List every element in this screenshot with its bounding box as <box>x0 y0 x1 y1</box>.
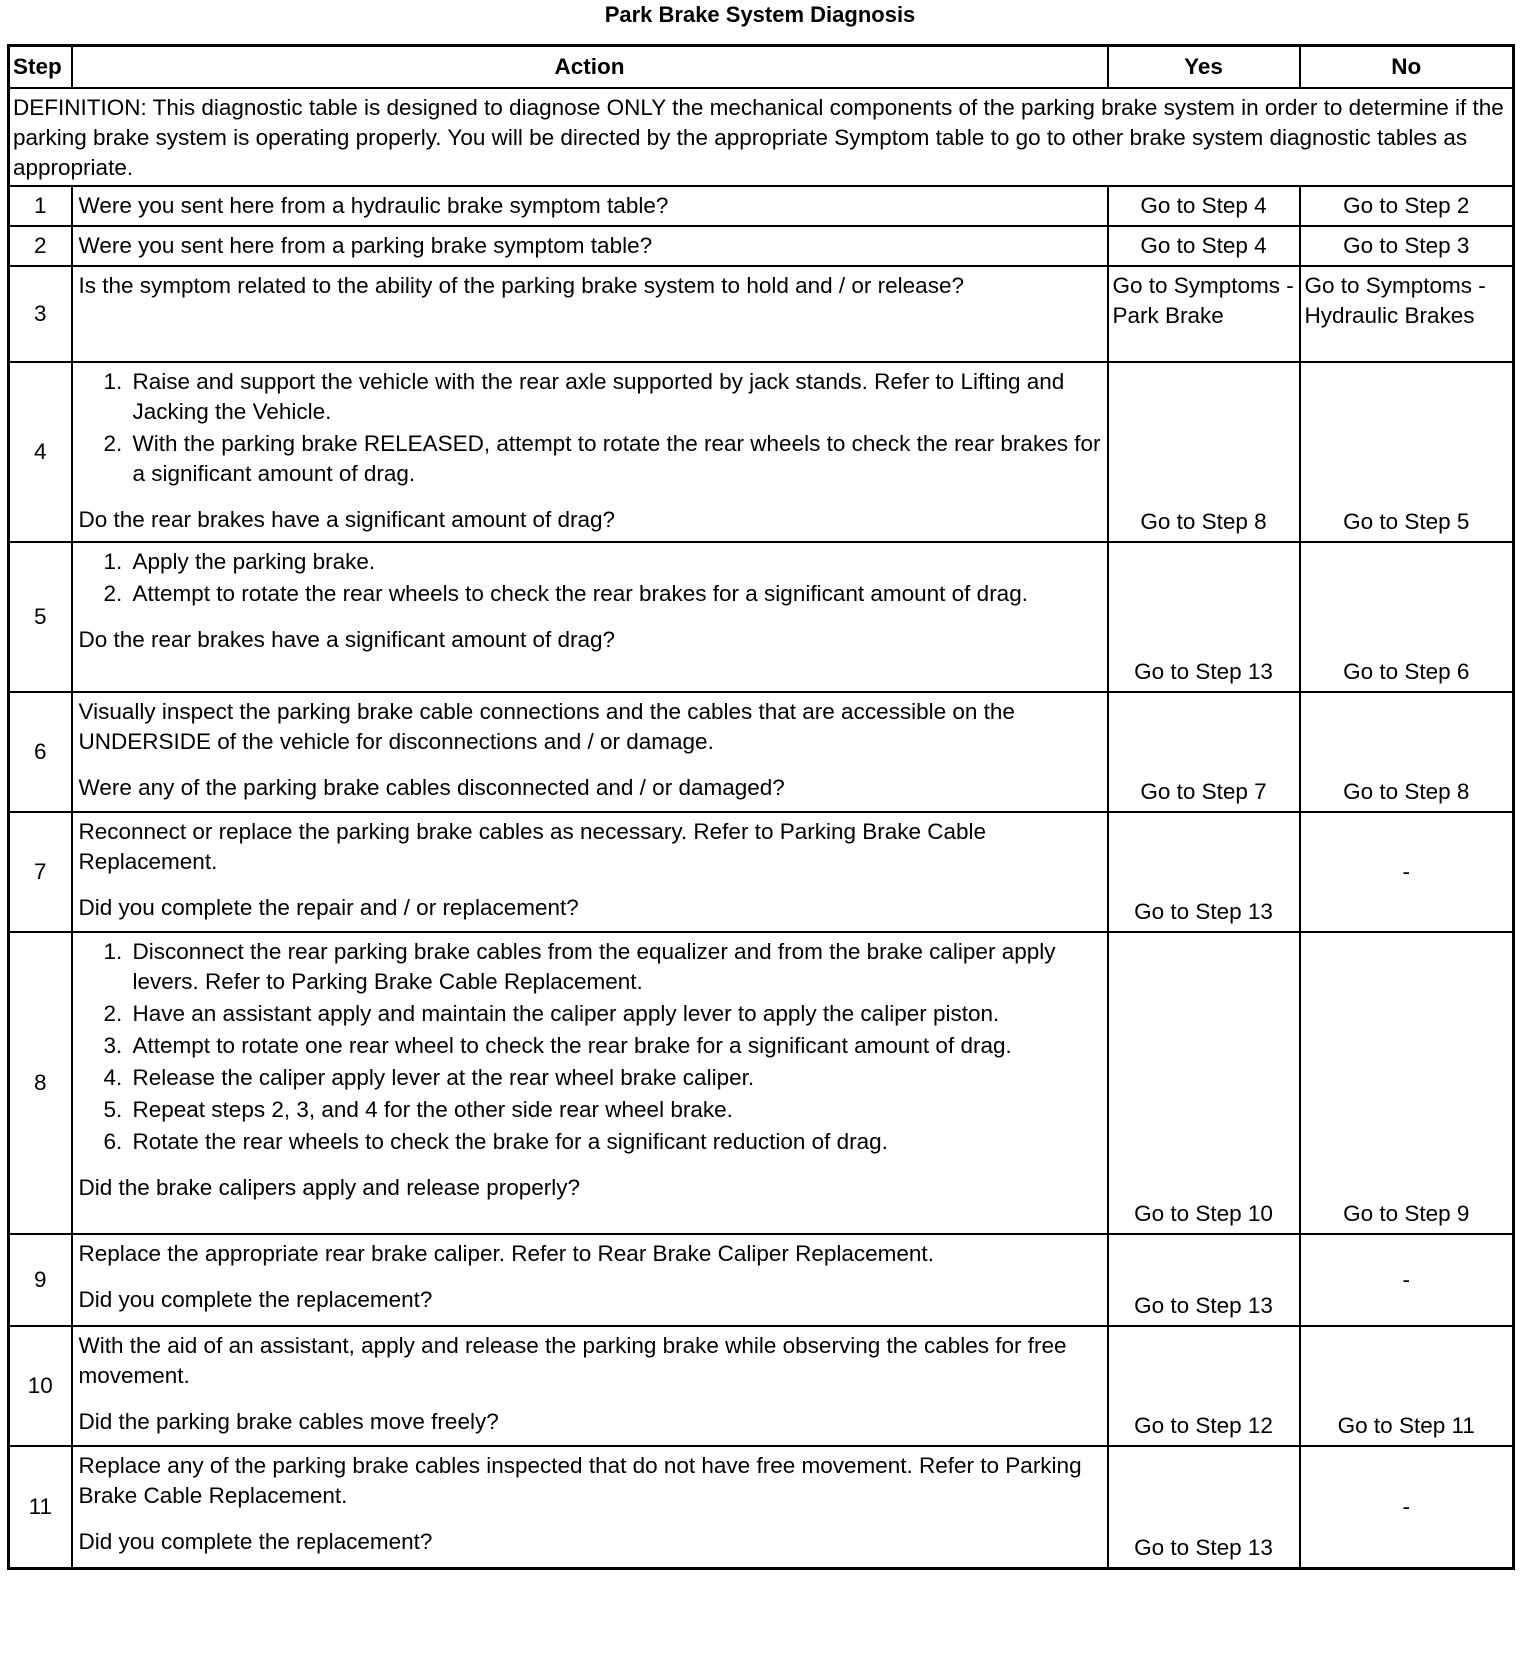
action-text: Is the symptom related to the ability of the parking brake system to hold and / or release? <box>72 266 1108 362</box>
list-item: 6. Rotate the rear wheels to check the brake for a significant reduction of drag. <box>129 1127 1101 1157</box>
yes-link[interactable]: Go to Step 7 <box>1108 692 1300 812</box>
no-value: - <box>1300 1234 1514 1326</box>
action-text: Were you sent here from a parking brake symptom table? <box>72 226 1108 266</box>
action-cell <box>72 1234 1108 1326</box>
question-text: Did the brake calipers apply and release properly? <box>78 1175 581 1200</box>
list-item: 2. Attempt to rotate the rear wheels to check the rear brakes for a significant amount of drag. <box>129 579 1101 609</box>
step-number: 4 <box>9 362 72 542</box>
page-title: Park Brake System Diagnosis <box>604 2 916 27</box>
table-row <box>9 1326 1514 1446</box>
yes-link[interactable]: Go to Step 13 <box>1108 542 1300 692</box>
list-item: 2. With the parking brake RELEASED, attempt to rotate the rear wheels to check the rear brakes for a significant amount of drag. <box>129 429 1101 489</box>
table-row <box>9 1446 1514 1568</box>
table-row <box>9 542 1514 692</box>
no-link[interactable]: Go to Step 5 <box>1300 362 1514 542</box>
diagnosis-table <box>7 44 1515 1570</box>
definition-text: DEFINITION: This diagnostic table is designed to diagnose ONLY the mechanical components of the parking brake system in order to determine if the parking brake system is operating properly. You will be directed by the appropriate Symptom table to go to other brake system diagnostic tables as appropriate. <box>9 88 1514 186</box>
no-link[interactable]: Go to Step 8 <box>1300 692 1514 812</box>
action-cell <box>72 1326 1108 1446</box>
list-item: 1. Apply the parking brake. <box>129 547 1101 577</box>
yes-link[interactable]: Go to Symptoms - Park Brake <box>1108 266 1300 362</box>
yes-link[interactable]: Go to Step 4 <box>1108 186 1300 226</box>
question-text: Did you complete the replacement? <box>78 1287 433 1312</box>
action-cell <box>72 1446 1108 1568</box>
no-link[interactable]: Go to Step 3 <box>1300 226 1514 266</box>
yes-link[interactable]: Go to Step 13 <box>1108 1234 1300 1326</box>
yes-link[interactable]: Go to Step 13 <box>1108 1446 1300 1568</box>
list-item: 1. Disconnect the rear parking brake cables from the equalizer and from the brake caliper apply levers. Refer to Parking Brake Cable Replacement. <box>129 937 1101 997</box>
no-link[interactable]: Go to Step 2 <box>1300 186 1514 226</box>
question-text: Did you complete the replacement? <box>78 1529 433 1554</box>
no-value: - <box>1300 812 1514 932</box>
table-row <box>9 932 1514 1234</box>
question-text: Were any of the parking brake cables disconnected and / or damaged? <box>78 775 785 800</box>
question-text: Do the rear brakes have a significant amount of drag? <box>78 627 616 652</box>
step-number: 2 <box>9 226 72 266</box>
action-text: Replace the appropriate rear brake caliper. Refer to Rear Brake Caliper Replacement. <box>78 1241 934 1266</box>
question-text: Did you complete the repair and / or replacement? <box>78 895 579 920</box>
action-cell <box>72 542 1108 692</box>
step-number: 10 <box>9 1326 72 1446</box>
list-item: 5. Repeat steps 2, 3, and 4 for the other side rear wheel brake. <box>129 1095 1101 1125</box>
no-link[interactable]: Go to Step 6 <box>1300 542 1514 692</box>
yes-link[interactable]: Go to Step 10 <box>1108 932 1300 1234</box>
table-row <box>9 812 1514 932</box>
header-step: Step <box>9 46 72 89</box>
header-yes: Yes <box>1108 46 1300 89</box>
no-link[interactable]: Go to Symptoms - Hydraulic Brakes <box>1300 266 1514 362</box>
step-list <box>79 937 1101 1157</box>
step-number: 6 <box>9 692 72 812</box>
action-cell <box>72 362 1108 542</box>
table-row <box>9 266 1514 362</box>
list-item: 3. Attempt to rotate one rear wheel to check the rear brake for a significant amount of drag. <box>129 1031 1101 1061</box>
action-text: Reconnect or replace the parking brake cables as necessary. Refer to Parking Brake Cable Replacement. <box>78 819 987 874</box>
step-number: 11 <box>9 1446 72 1568</box>
yes-link[interactable]: Go to Step 4 <box>1108 226 1300 266</box>
table-row <box>9 692 1514 812</box>
question-text: Do the rear brakes have a significant amount of drag? <box>78 507 616 532</box>
step-list <box>79 547 1101 609</box>
table-row <box>9 1234 1514 1326</box>
step-number: 7 <box>9 812 72 932</box>
table-row <box>9 186 1514 226</box>
list-item: 2. Have an assistant apply and maintain the caliper apply lever to apply the caliper piston. <box>129 999 1101 1029</box>
action-cell <box>72 812 1108 932</box>
list-item: 1. Raise and support the vehicle with the rear axle supported by jack stands. Refer to Lifting and Jacking the Vehicle. <box>129 367 1101 427</box>
action-text: Replace any of the parking brake cables inspected that do not have free movement. Refer to Parking Brake Cable Replacement. <box>78 1453 1082 1508</box>
table-row <box>9 362 1514 542</box>
header-no: No <box>1300 46 1514 89</box>
action-cell <box>72 692 1108 812</box>
no-link[interactable]: Go to Step 11 <box>1300 1326 1514 1446</box>
step-number: 1 <box>9 186 72 226</box>
header-row <box>9 46 1514 89</box>
step-list <box>79 367 1101 489</box>
step-number: 8 <box>9 932 72 1234</box>
header-action: Action <box>72 46 1108 89</box>
definition-row <box>9 88 1514 186</box>
yes-link[interactable]: Go to Step 8 <box>1108 362 1300 542</box>
action-text: Were you sent here from a hydraulic brake symptom table? <box>72 186 1108 226</box>
question-text: Did the parking brake cables move freely? <box>78 1409 499 1434</box>
action-cell <box>72 932 1108 1234</box>
action-text: Visually inspect the parking brake cable connections and the cables that are accessible on the UNDERSIDE of the vehicle for disconnections and / or damage. <box>78 699 1015 754</box>
step-number: 3 <box>9 266 72 362</box>
action-text: With the aid of an assistant, apply and release the parking brake while observing the cables for free movement. <box>78 1333 1067 1388</box>
no-link[interactable]: Go to Step 9 <box>1300 932 1514 1234</box>
no-value: - <box>1300 1446 1514 1568</box>
yes-link[interactable]: Go to Step 13 <box>1108 812 1300 932</box>
list-item: 4. Release the caliper apply lever at the rear wheel brake caliper. <box>129 1063 1101 1093</box>
table-row <box>9 226 1514 266</box>
yes-link[interactable]: Go to Step 12 <box>1108 1326 1300 1446</box>
step-number: 9 <box>9 1234 72 1326</box>
step-number: 5 <box>9 542 72 692</box>
